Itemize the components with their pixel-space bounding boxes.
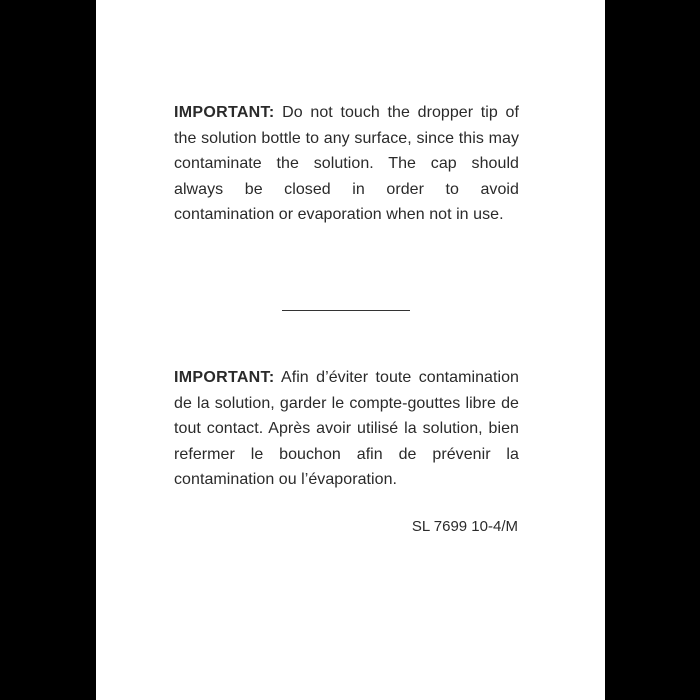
english-warning-paragraph [174, 100, 519, 228]
document-code: SL 7699 10-4/M [411, 518, 518, 535]
document-page [96, 0, 605, 700]
french-warning-text: Afin d’éviter toute contamination de la solution, garder le compte-gouttes libre de tout contact. Après avoir utilisé la solution, bien refermer le bouchon afin de prévenir la contamination ou l’évaporation. [174, 369, 519, 488]
english-warning-text: Do not touch the dropper tip of the solution bottle to any surface, since this may contaminate the solution. The cap should always be closed in order to avoid contamination or evaporation when not in use. [174, 104, 519, 223]
french-important-label: IMPORTANT: [174, 369, 275, 386]
english-important-label: IMPORTANT: [174, 104, 275, 121]
section-divider [282, 310, 410, 311]
french-warning-paragraph [174, 365, 519, 493]
